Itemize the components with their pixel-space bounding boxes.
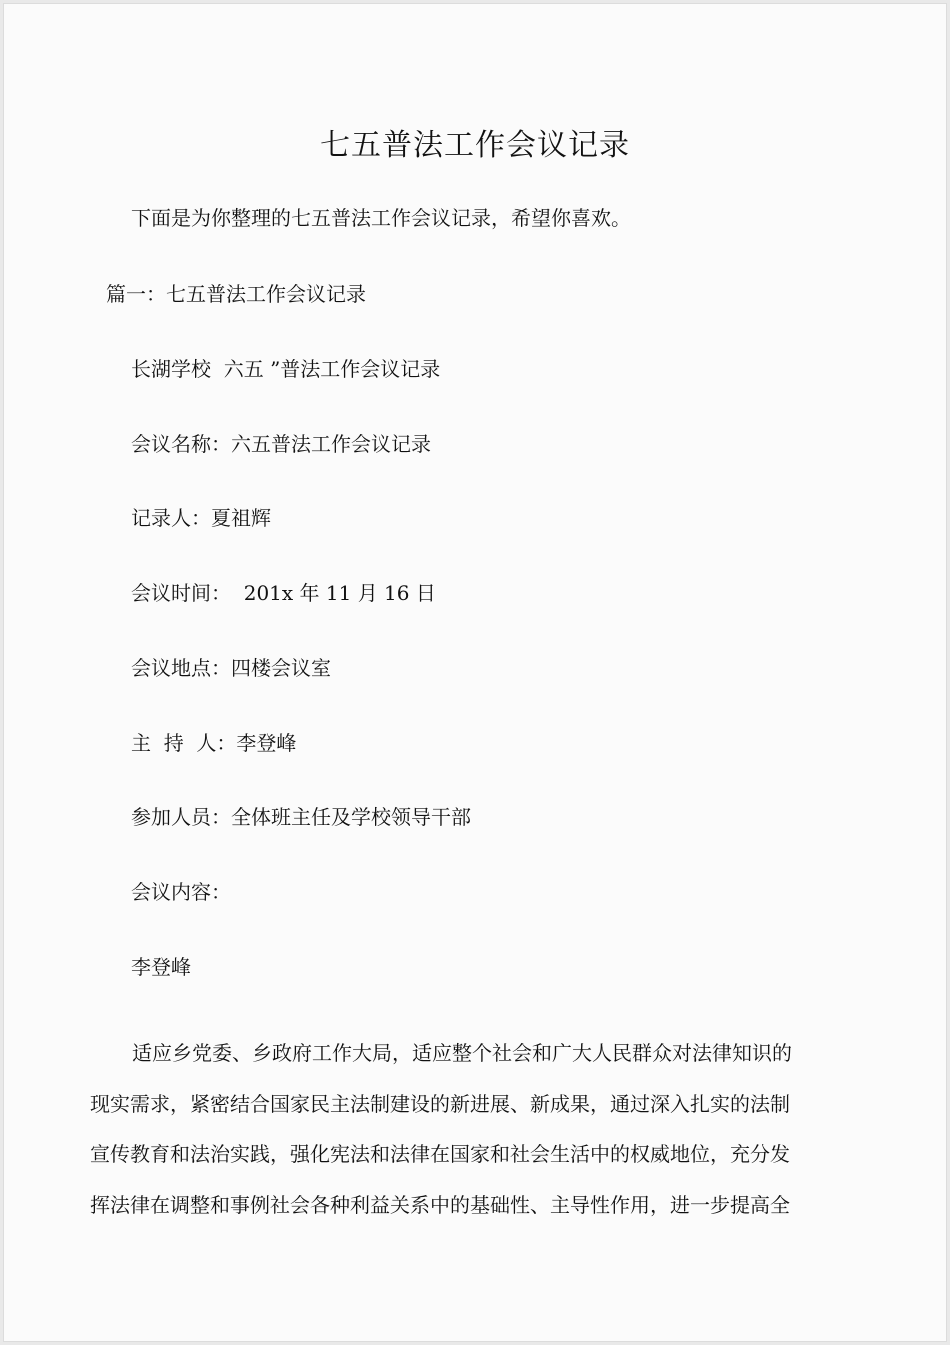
meeting-time: 会议时间： 201x 年 11 月 16 日: [131, 581, 436, 605]
participants: 参加人员：全体班主任及学校领导干部: [131, 805, 471, 829]
intro-text: 下面是为你整理的七五普法工作会议记录，希望你喜欢。: [131, 206, 631, 230]
document-title: 七五普法工作会议记录: [320, 128, 630, 163]
host: 主 持 人：李登峰: [131, 731, 297, 755]
document-page: [3, 3, 947, 1342]
meeting-name: 会议名称：六五普法工作会议记录: [131, 432, 431, 456]
body-line: 挥法律在调整和事例社会各种利益关系中的基础性、主导性作用，进一步提高全: [90, 1192, 790, 1217]
recorder: 记录人：夏祖辉: [131, 506, 271, 530]
content-label: 会议内容：: [131, 880, 231, 904]
body-line: 现实需求，紧密结合国家民主法制建设的新进展、新成果，通过深入扎实的法制: [90, 1091, 790, 1116]
meeting-place: 会议地点：四楼会议室: [131, 656, 331, 680]
speaker-name: 李登峰: [131, 955, 191, 979]
body-line: 适应乡党委、乡政府工作大局，适应整个社会和广大人民群众对法律知识的: [132, 1041, 792, 1065]
body-paragraph: [90, 1028, 822, 1230]
body-line: 宣传教育和法治实践，强化宪法和法律在国家和社会生活中的权威地位，充分发: [90, 1142, 790, 1166]
section-heading: 篇一：七五普法工作会议记录: [106, 282, 366, 306]
record-title: 长湖学校 六五 ”普法工作会议记录: [131, 357, 441, 381]
